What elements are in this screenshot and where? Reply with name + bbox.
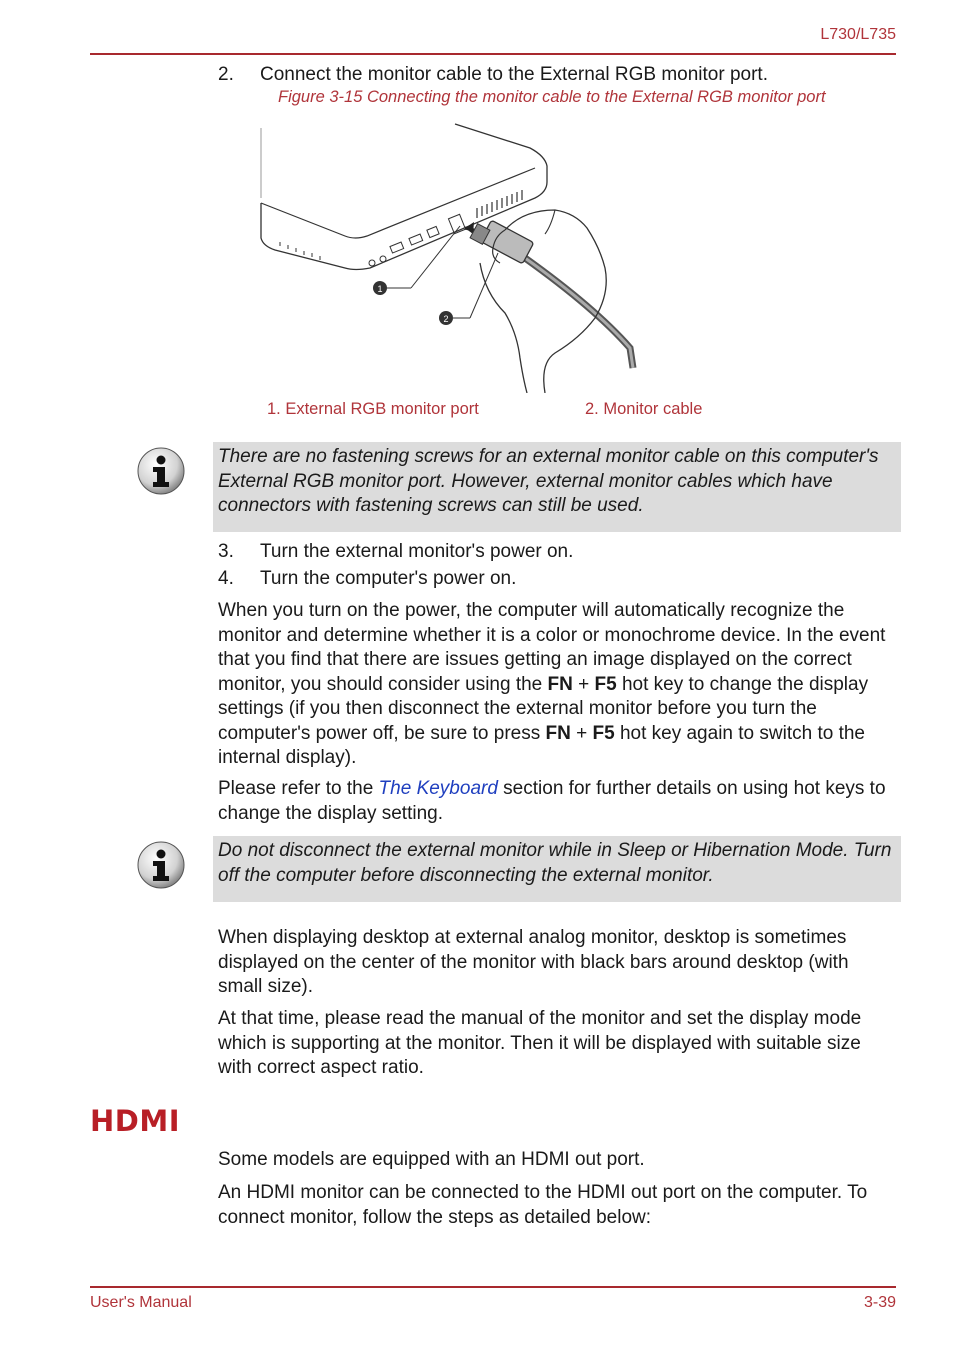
- text-run: hot key again to switch to the internal display).: [218, 722, 865, 768]
- paragraph-hdmi-models: Some models are equipped with an HDMI out port.: [218, 1149, 645, 1170]
- figure-caption: Figure 3-15 Connecting the monitor cable to the External RGB monitor port: [278, 88, 826, 106]
- section-heading-hdmi: HDMI: [90, 1104, 180, 1138]
- note-fastening-screws: There are no fastening screws for an external monitor cable on this computer's External RGB monitor port. However, external monitor cables which have connectors with fastening screws can still be used.: [213, 442, 901, 532]
- key-f5: F5: [592, 722, 615, 744]
- paragraph-keyboard-reference: [218, 777, 898, 826]
- legend-item-1: 1. External RGB monitor port: [267, 400, 479, 418]
- legend-item-2: 2. Monitor cable: [585, 400, 703, 418]
- text-run: Please refer to the: [218, 778, 379, 799]
- note-sleep-hibernation: Do not disconnect the external monitor while in Sleep or Hibernation Mode. Turn off the computer before disconnecting the external monitor.: [213, 836, 901, 902]
- header-model: L730/L735: [820, 26, 896, 43]
- step-3-text: Turn the external monitor's power on.: [260, 541, 574, 562]
- text-run: When you turn on the power, the computer will automatically recognize the monitor and determine whether it is a color or monochrome device. In the event that you find that there are issues getting an image displayed on the correct monitor, you should consider using the: [218, 600, 886, 695]
- paragraph-analog-monitor: When displaying desktop at external analog monitor, desktop is sometimes displayed on the center of the monitor with black bars around desktop (with small size).: [218, 927, 849, 997]
- text-run: hot key to change the display settings (if you then disconnect the external monitor before you turn the computer's power off, be sure to press: [218, 673, 869, 744]
- key-fn: FN: [547, 673, 573, 695]
- text-run: +: [572, 673, 595, 695]
- info-icon: [136, 446, 186, 496]
- footer-manual-title: User's Manual: [90, 1294, 192, 1311]
- step-4-number: 4.: [218, 568, 234, 589]
- step-2-text: Connect the monitor cable to the External RGB monitor port.: [260, 64, 768, 85]
- key-f5: F5: [594, 673, 617, 695]
- callout-2: 2: [443, 314, 449, 324]
- footer-rule: [90, 1286, 896, 1288]
- paragraph-hdmi-connect: An HDMI monitor can be connected to the HDMI out port on the computer. To connect monitor, follow the steps as detailed below:: [218, 1182, 868, 1228]
- laptop-rgb-cable-illustration: [255, 118, 645, 393]
- keyboard-section-link[interactable]: The Keyboard: [378, 778, 498, 799]
- info-icon: [136, 840, 186, 890]
- footer-page-number: 3-39: [863, 1294, 896, 1311]
- callout-1: 1: [377, 284, 383, 294]
- header-rule: [90, 53, 896, 55]
- paragraph-auto-recognize: [218, 599, 898, 771]
- key-fn: FN: [545, 722, 571, 744]
- step-3-number: 3.: [218, 541, 234, 562]
- text-run: +: [570, 722, 593, 744]
- text-run: section for further details on using hot keys to change the display setting.: [218, 778, 886, 824]
- paragraph-monitor-manual: At that time, please read the manual of the monitor and set the display mode which is supporting at the monitor. Then it will be displayed with suitable size with correct aspect ratio.: [218, 1008, 862, 1078]
- step-2-number: 2.: [218, 64, 234, 85]
- step-4-text: Turn the computer's power on.: [260, 568, 517, 589]
